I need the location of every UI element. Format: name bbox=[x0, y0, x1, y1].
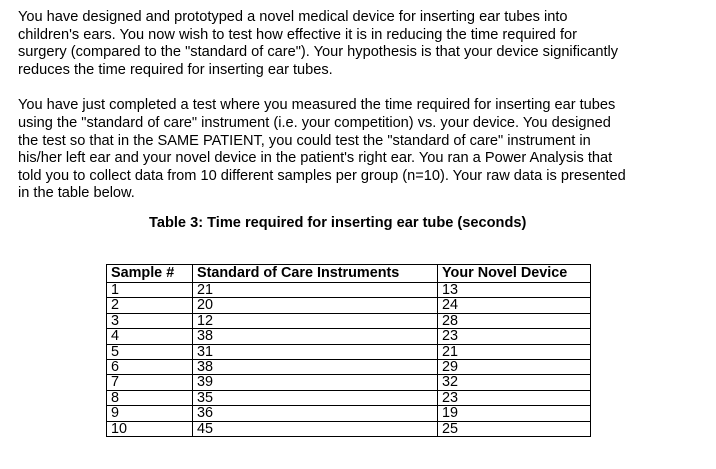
standard-of-care-cell: 45 bbox=[193, 421, 438, 436]
sample-number-cell: 4 bbox=[107, 329, 193, 344]
sample-number-cell: 8 bbox=[107, 390, 193, 405]
novel-device-cell: 32 bbox=[438, 375, 591, 390]
sample-number-cell: 7 bbox=[107, 375, 193, 390]
novel-device-cell: 13 bbox=[438, 283, 591, 298]
standard-of-care-cell: 36 bbox=[193, 406, 438, 421]
table-row bbox=[107, 421, 591, 436]
document-body bbox=[18, 9, 708, 232]
header-novel-device: Your Novel Device bbox=[438, 265, 591, 283]
table-row bbox=[107, 298, 591, 313]
standard-of-care-cell: 38 bbox=[193, 360, 438, 375]
intro-paragraph: You have designed and prototyped a novel medical device for inserting ear tubes into children's ears. You now wish to test how effective it is in reducing the time required for surgery (compared to the "standard of care"). Your hypothesis is that your device significantly reduces the time required for inserting ear tubes. bbox=[18, 9, 619, 78]
novel-device-cell: 24 bbox=[438, 298, 591, 313]
novel-device-cell: 23 bbox=[438, 329, 591, 344]
table-row bbox=[107, 329, 591, 344]
standard-of-care-cell: 35 bbox=[193, 390, 438, 405]
novel-device-cell: 23 bbox=[438, 390, 591, 405]
table-row bbox=[107, 283, 591, 298]
table-row bbox=[107, 313, 591, 328]
standard-of-care-cell: 12 bbox=[193, 313, 438, 328]
novel-device-cell: 21 bbox=[438, 344, 591, 359]
table-row bbox=[107, 360, 591, 375]
table-row bbox=[107, 406, 591, 421]
novel-device-cell: 28 bbox=[438, 313, 591, 328]
sample-number-cell: 1 bbox=[107, 283, 193, 298]
standard-of-care-cell: 20 bbox=[193, 298, 438, 313]
table-row bbox=[107, 390, 591, 405]
sample-number-cell: 2 bbox=[107, 298, 193, 313]
novel-device-cell: 25 bbox=[438, 421, 591, 436]
table-caption: Table 3: Time required for inserting ear tube (seconds) bbox=[149, 214, 527, 231]
table-header-row bbox=[107, 265, 591, 283]
sample-number-cell: 6 bbox=[107, 360, 193, 375]
novel-device-cell: 19 bbox=[438, 406, 591, 421]
sample-number-cell: 10 bbox=[107, 421, 193, 436]
standard-of-care-cell: 39 bbox=[193, 375, 438, 390]
standard-of-care-cell: 38 bbox=[193, 329, 438, 344]
standard-of-care-cell: 31 bbox=[193, 344, 438, 359]
sample-number-cell: 9 bbox=[107, 406, 193, 421]
novel-device-cell: 29 bbox=[438, 360, 591, 375]
ear-tube-time-table bbox=[106, 264, 591, 437]
sample-number-cell: 3 bbox=[107, 313, 193, 328]
header-sample-number: Sample # bbox=[107, 265, 193, 283]
header-standard-of-care: Standard of Care Instruments bbox=[193, 265, 438, 283]
table-row bbox=[107, 375, 591, 390]
table-row bbox=[107, 344, 591, 359]
sample-number-cell: 5 bbox=[107, 344, 193, 359]
standard-of-care-cell: 21 bbox=[193, 283, 438, 298]
test-description-paragraph: You have just completed a test where you measured the time required for inserting ear tubes using the "standard of care" instrument (i.e. your competition) vs. your device. You designed the test so that in the SAME PATIENT, you could test the "standard of care" instrument in his/her left ear and your novel device in the patient's right ear. You ran a Power Analysis that told you to collect data from 10 different samples per group (n=10). Your raw data is presented in the table below. bbox=[18, 97, 626, 202]
